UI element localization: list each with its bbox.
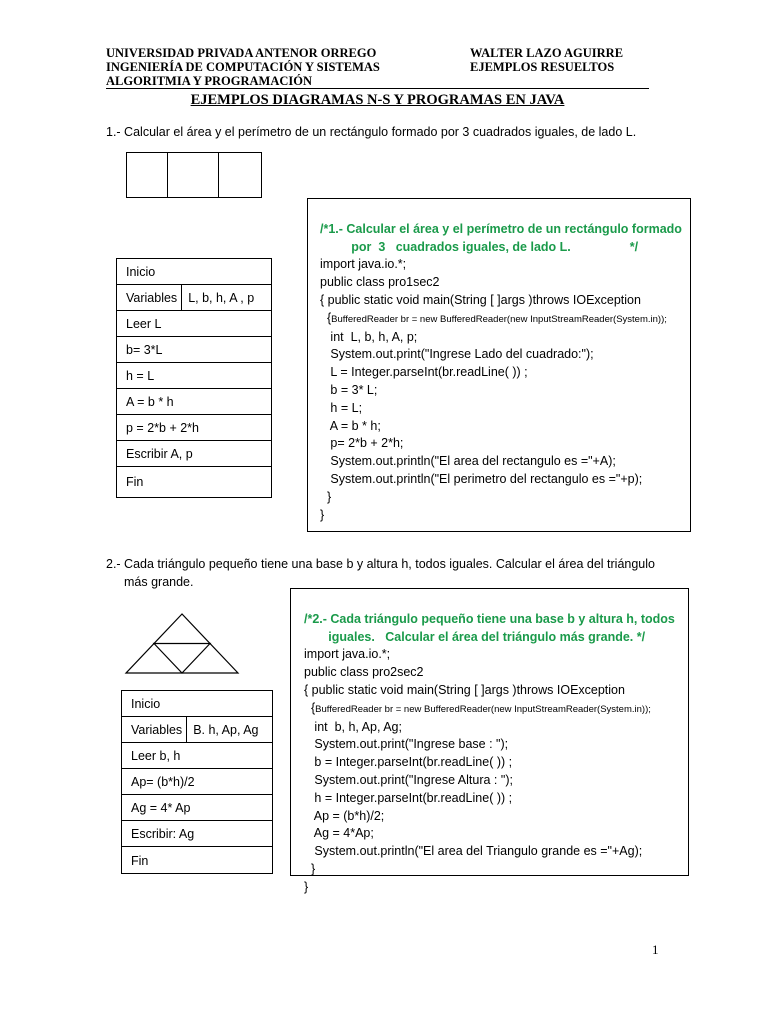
- header-left: [106, 46, 380, 88]
- ns1-inicio: Inicio: [117, 259, 271, 285]
- ns1-step: h = L: [117, 363, 271, 389]
- problem-2-statement-line1: 2.- Cada triángulo pequeño tiene una base b y altura h, todos iguales. Calcular el área del triángulo: [106, 557, 655, 571]
- ns2-inicio: Inicio: [122, 691, 272, 717]
- ns1-step: Leer L: [117, 311, 271, 337]
- code1-line: }: [320, 507, 325, 522]
- code2-brace: {: [304, 700, 316, 715]
- code2-reader-decl: BufferedReader br = new BufferedReader(new InputStreamReader(System.in));: [315, 703, 651, 715]
- problem-1-statement: 1.- Calcular el área y el perímetro de un rectángulo formado por 3 cuadrados iguales, de lado L.: [106, 125, 637, 139]
- author-name: WALTER LAZO AGUIRRE: [470, 46, 624, 60]
- code2-line: h = Integer.parseInt(br.readLine( )) ;: [304, 790, 513, 805]
- page-number: 1: [652, 942, 659, 957]
- code1-line: System.out.println("El area del rectangulo es ="+A);: [320, 454, 616, 469]
- ns1-fin: Fin: [126, 475, 144, 489]
- code1-comment-line: por 3 cuadrados iguales, de lado L. */: [320, 239, 639, 254]
- ns2-fin: Fin: [131, 854, 149, 868]
- ns1-step: Escribir A, p: [117, 441, 271, 467]
- problem-2-statement-line2: más grande.: [124, 575, 194, 589]
- ns2-variables-list: B. h, Ap, Ag: [193, 722, 259, 737]
- code1-brace: {: [320, 310, 332, 325]
- ns2-variables-label: Variables: [131, 722, 183, 737]
- course-name: ALGORITMIA Y PROGRAMACIÓN: [106, 74, 313, 88]
- ns1-step: p = 2*b + 2*h: [117, 415, 271, 441]
- code2-line: System.out.println("El area del Triangulo grande es ="+Ag);: [304, 844, 643, 859]
- ns1-step: b= 3*L: [117, 337, 271, 363]
- code2-comment-line: iguales. Calcular el área del triángulo más grande. */: [304, 629, 646, 644]
- code1-line: A = b * h;: [320, 418, 381, 433]
- code2-line: b = Integer.parseInt(br.readLine( )) ;: [304, 755, 513, 770]
- code-box-1: [307, 198, 691, 532]
- code1-line: System.out.print("Ingrese Lado del cuadrado:");: [320, 347, 594, 362]
- code2-line: public class pro2sec2: [304, 665, 424, 680]
- code-box-2: [290, 588, 689, 894]
- ns2-step: Ap= (b*h)/2: [122, 769, 272, 795]
- code2-line: int b, h, Ap, Ag;: [304, 719, 402, 734]
- ns-diagram-2: [121, 690, 273, 874]
- document-subtitle: EJEMPLOS RESUELTOS: [470, 60, 615, 74]
- ns2-step: Leer b, h: [122, 743, 272, 769]
- code1-line: System.out.println("El perimetro del rectangulo es ="+p);: [320, 471, 643, 486]
- code2-line: System.out.print("Ingrese base : ");: [304, 737, 509, 752]
- header-divider: [106, 88, 649, 89]
- code1-line: L = Integer.parseInt(br.readLine( )) ;: [320, 365, 528, 380]
- code2-line: Ag = 4*Ap;: [304, 826, 374, 841]
- ns1-step: A = b * h: [117, 389, 271, 415]
- header-right: [470, 46, 623, 74]
- university-name: UNIVERSIDAD PRIVADA ANTENOR ORREGO: [106, 46, 377, 60]
- code1-line: h = L;: [320, 400, 363, 415]
- ns1-variables-separator: [181, 285, 182, 310]
- code2-line: }: [304, 879, 309, 894]
- ns2-variables-separator: [186, 717, 187, 742]
- code1-line: b = 3* L;: [320, 382, 378, 397]
- code1-line: int L, b, h, A, p;: [320, 329, 418, 344]
- code2-line: System.out.print("Ingrese Altura : ");: [304, 772, 513, 787]
- code1-reader-decl: BufferedReader br = new BufferedReader(new InputStreamReader(System.in));: [331, 313, 667, 325]
- code2-line: Ap = (b*h)/2;: [304, 808, 385, 823]
- code2-line-reader: [304, 700, 688, 719]
- page-title: EJEMPLOS DIAGRAMAS N-S Y PROGRAMAS EN JAVA: [190, 92, 565, 108]
- ns1-variables-label: Variables: [126, 290, 178, 305]
- ns2-variables: [122, 717, 272, 743]
- faculty-name: INGENIERÍA DE COMPUTACIÓN Y SISTEMAS: [106, 60, 380, 74]
- code2-line: }: [304, 861, 316, 876]
- ns2-step: Ag = 4* Ap: [122, 795, 272, 821]
- code2-line: import java.io.*;: [304, 647, 391, 662]
- ns2-step: Escribir: Ag: [122, 821, 272, 847]
- ns1-variables-list: L, b, h, A , p: [188, 290, 255, 305]
- code1-line: import java.io.*;: [320, 257, 407, 272]
- ns1-variables: [117, 285, 271, 311]
- code2-line: { public static void main(String [ ]args )throws IOException: [304, 682, 625, 697]
- code1-line: { public static void main(String [ ]args )throws IOException: [320, 292, 641, 307]
- ns-diagram-1: [116, 258, 272, 498]
- code1-line: public class pro1sec2: [320, 275, 440, 290]
- inner-triangle: [154, 644, 210, 674]
- code1-line: p= 2*b + 2*h;: [320, 436, 404, 451]
- code2-comment-line: /*2.- Cada triángulo pequeño tiene una base b y altura h, todos: [304, 611, 675, 626]
- code1-line: }: [320, 489, 332, 504]
- code1-line-reader: [320, 310, 690, 329]
- triangle-figure: [124, 612, 240, 676]
- three-squares-figure: [126, 152, 262, 198]
- code1-comment-line: /*1.- Calcular el área y el perímetro de un rectángulo formado: [320, 221, 682, 236]
- problem-2-statement: [106, 555, 655, 591]
